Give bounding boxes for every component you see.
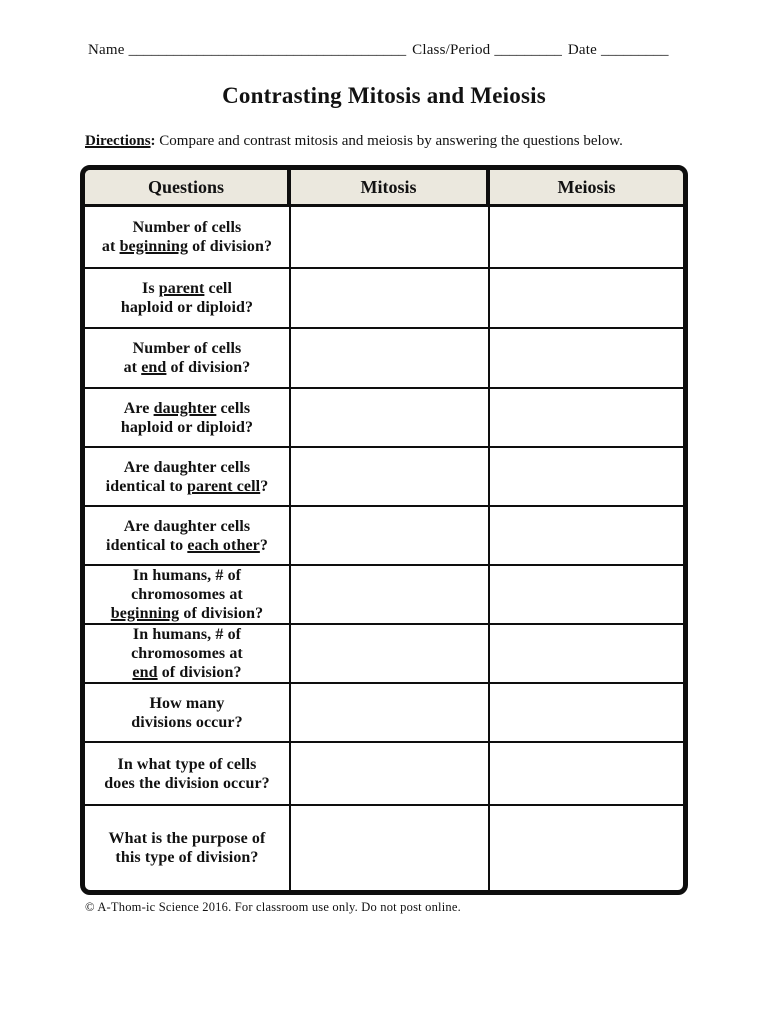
answer-cell-meiosis: [490, 269, 683, 329]
question-cell: [85, 269, 291, 329]
question-cell: [85, 389, 291, 448]
answer-cell-mitosis: [291, 448, 490, 507]
table-row-3: [85, 329, 683, 389]
question-cell: [85, 625, 291, 684]
question-text: In humans, # of chromosomes at end of division?: [131, 626, 243, 681]
answer-cell-mitosis: [291, 507, 490, 566]
answer-cell-meiosis: [490, 806, 683, 890]
question-text: Number of cells at end of division?: [123, 340, 251, 376]
answer-cell-mitosis: [291, 329, 490, 389]
question-text: Is parent cell haploid or diploid?: [120, 280, 254, 316]
answer-cell-meiosis: [490, 448, 683, 507]
column-header-meiosis: Meiosis: [490, 170, 683, 207]
worksheet-content: [80, 42, 688, 915]
question-text: What is the purpose of this type of division?: [108, 830, 266, 866]
directions-colon: :: [150, 133, 156, 149]
directions-body: Compare and contrast mitosis and meiosis by answering the questions below.: [155, 133, 623, 149]
date-blank-line: _________: [601, 42, 669, 58]
answer-cell-meiosis: [490, 743, 683, 806]
answer-cell-meiosis: [490, 207, 683, 269]
question-text: How many divisions occur?: [131, 694, 243, 731]
table-row-9: [85, 684, 683, 743]
column-header-questions: Questions: [85, 170, 291, 207]
answer-cell-meiosis: [490, 389, 683, 448]
answer-cell-mitosis: [291, 207, 490, 269]
question-cell: [85, 329, 291, 389]
column-header-mitosis: Mitosis: [291, 170, 490, 207]
answer-cell-mitosis: [291, 566, 490, 625]
directions-text: [85, 133, 688, 150]
answer-cell-mitosis: [291, 684, 490, 743]
comparison-table: [80, 165, 688, 895]
question-cell: [85, 207, 291, 269]
question-cell: [85, 743, 291, 806]
table-row-11: [85, 806, 683, 890]
question-cell: [85, 684, 291, 743]
table-row-10: [85, 743, 683, 806]
class-period-label: Class/Period: [412, 42, 491, 58]
class-period-blank-line: _________: [494, 42, 562, 58]
answer-cell-mitosis: [291, 389, 490, 448]
table-row-5: [85, 448, 683, 507]
header-fields: [88, 42, 672, 59]
date-label: Date: [567, 42, 597, 58]
question-text: Are daughter cells identical to each other?: [106, 517, 268, 554]
question-cell: [85, 806, 291, 890]
answer-cell-mitosis: [291, 806, 490, 890]
question-cell: [85, 448, 291, 507]
question-text: Number of cells at beginning of division?: [101, 219, 273, 255]
name-label: Name: [88, 42, 125, 58]
question-text: Are daughter cells identical to parent cell?: [105, 458, 269, 495]
answer-cell-meiosis: [490, 329, 683, 389]
question-cell: [85, 566, 291, 625]
table-header-row: [85, 170, 683, 207]
directions-label: Directions: [85, 133, 151, 149]
question-cell: [85, 507, 291, 566]
answer-cell-meiosis: [490, 684, 683, 743]
answer-cell-meiosis: [490, 566, 683, 625]
table-row-2: [85, 269, 683, 329]
answer-cell-meiosis: [490, 507, 683, 566]
name-blank-line: _____________________________________: [128, 42, 407, 58]
question-text: In what type of cells does the division occur?: [104, 755, 270, 792]
answer-cell-meiosis: [490, 625, 683, 684]
page-title: Contrasting Mitosis and Meiosis: [222, 83, 546, 108]
table-row-1: [85, 207, 683, 269]
table-row-4: [85, 389, 683, 448]
table-row-7: [85, 566, 683, 625]
answer-cell-mitosis: [291, 269, 490, 329]
answer-cell-mitosis: [291, 743, 490, 806]
table-row-8: [85, 625, 683, 684]
question-text: In humans, # of chromosomes at beginning of division?: [110, 567, 264, 622]
question-text: Are daughter cells haploid or diploid?: [120, 399, 254, 436]
footer-credit: © A-Thom-ic Science 2016. For classroom use only. Do not post online.: [85, 900, 461, 914]
answer-cell-mitosis: [291, 625, 490, 684]
table-row-6: [85, 507, 683, 566]
